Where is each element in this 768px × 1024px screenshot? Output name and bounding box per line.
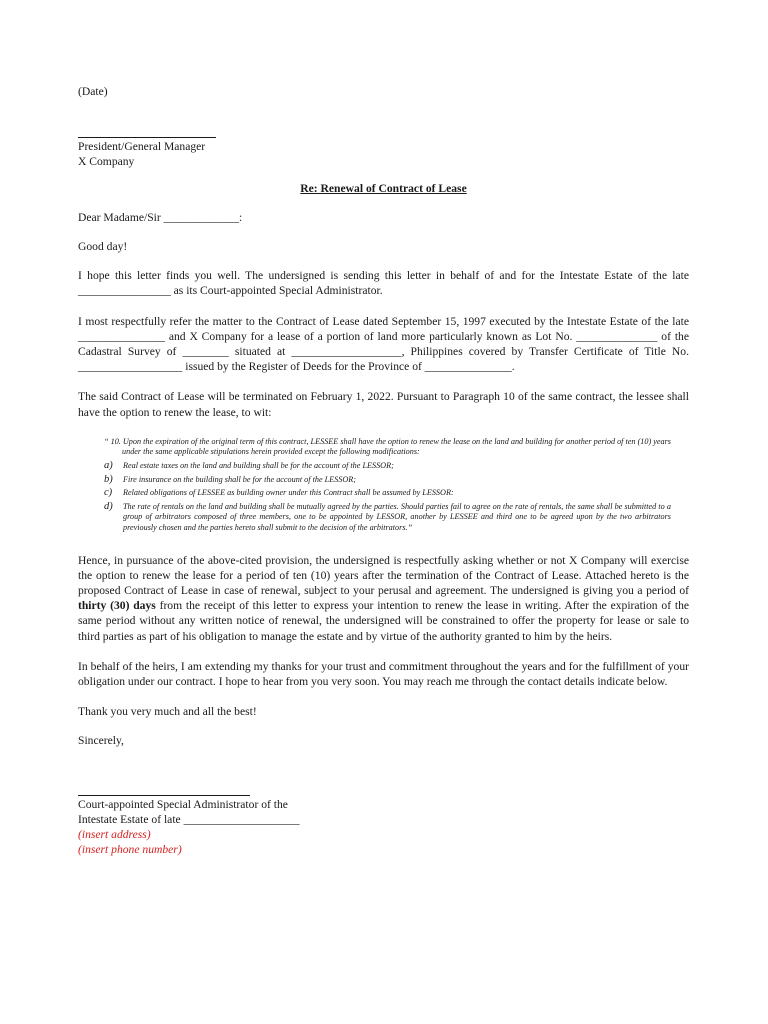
paragraph-intro: I hope this letter finds you well. The undersigned is sending this letter in behalf of and for the Intestate Estate of the late ________________ as its Court-appointed Special Administrator.	[78, 269, 689, 298]
recipient-title: President/General Manager	[78, 140, 206, 154]
quoted-item-letter: b)	[104, 473, 113, 485]
greeting: Good day!	[78, 240, 128, 254]
signature-line	[78, 783, 250, 796]
signer-title-line2: Intestate Estate of late ____________________	[78, 812, 300, 826]
quoted-item-text: The rate of rentals on the land and building shall be mutually agreed by the parties. Should parties fail to agree on the rate of rentals, the same shall be submitted to a group of arbitrators composed of three members, one to be appointed by LESSOR, another by LESSEE and third one to be agreed upon by the two arbitrators previously chosen and the parties hereto shall submit to the decision of the arbitrators.”	[123, 501, 671, 532]
quoted-item-text: Related obligations of LESSEE as building owner under this Contract shall be assumed by LESSOR:	[123, 488, 454, 498]
closing: Sincerely,	[78, 734, 124, 748]
thank-you-line: Thank you very much and all the best!	[78, 705, 257, 719]
quoted-item-letter: c)	[104, 487, 113, 499]
letter-page	[78, 84, 689, 857]
subject-line: Re: Renewal of Contract of Lease	[300, 181, 467, 195]
signer-title-line1: Court-appointed Special Administrator of the	[78, 797, 288, 811]
paragraph-contract-reference: I most respectfully refer the matter to the Contract of Lease dated September 15, 1997 executed by the Intestate Estate of the late _______________ and X Company for a lease of a portion of land more particularly known as Lot No. ______________ of the Cadastral Survey of ________ situated at ___________________, Philippines covered by Transfer Certificate of Title No. __________________ issued by the Register of Deeds for the Province of _______________.	[78, 314, 689, 374]
quoted-item-text: Fire insurance on the building shall be for the account of the LESSOR;	[123, 474, 357, 484]
response-period: thirty (30) days	[78, 599, 156, 613]
quoted-item	[104, 502, 671, 534]
quoted-provision	[104, 437, 671, 534]
quoted-item-letter: d)	[104, 500, 113, 512]
insert-phone-placeholder: (insert phone number)	[78, 843, 182, 857]
quoted-item-letter: a)	[104, 460, 113, 472]
renewal-request-text-a: Hence, in pursuance of the above-cited provision, the undersigned is respectfully asking whether or not X Company will exercise the option to renew the lease for a period of ten (10) years after the termination of the Contract of Lease. Attached hereto is the proposed Contract of Lease in case of renewal, subject to your perusal and agreement. The undersigned is giving you a period of	[78, 553, 689, 597]
paragraph-termination: The said Contract of Lease will be terminated on February 1, 2022. Pursuant to Paragraph 10 of the same contract, the lessee shall have the option to renew the lease, to wit:	[78, 390, 689, 419]
quoted-item-text: Real estate taxes on the land and building shall be for the account of the LESSOR;	[123, 461, 394, 471]
insert-address-placeholder: (insert address)	[78, 828, 151, 842]
recipient-company: X Company	[78, 155, 135, 169]
paragraph-renewal-request	[78, 553, 689, 644]
paragraph-thanks: In behalf of the heirs, I am extending my thanks for your trust and commitment throughout the years and for the fulfillment of your obligation under our contract. I hope to hear from you very soon. You may reach me through the contact details indicate below.	[78, 659, 689, 689]
renewal-request-text-b: from the receipt of this letter to express your intention to renew the lease in writing. After the expiration of the same period without any written notice of renewal, the undersigned will be constrained to offer the property for lease or sale to third parties as part of his obligation to manage the estate and by virtue of the authority granted to him by the heirs.	[78, 599, 690, 643]
quoted-provision-lead: “ 10. Upon the expiration of the original term of this contract, LESSEE shall have the option to renew the lease on the land and building for another period of ten (10) years under the same applicable stipulations herein provided except the following modifications:	[104, 436, 671, 457]
quoted-item	[104, 475, 671, 486]
quoted-item	[104, 488, 671, 499]
date-line: (Date)	[78, 85, 108, 98]
salutation: Dear Madame/Sir _____________:	[78, 210, 243, 224]
quoted-item	[104, 461, 671, 472]
recipient-name-blank	[78, 125, 216, 138]
